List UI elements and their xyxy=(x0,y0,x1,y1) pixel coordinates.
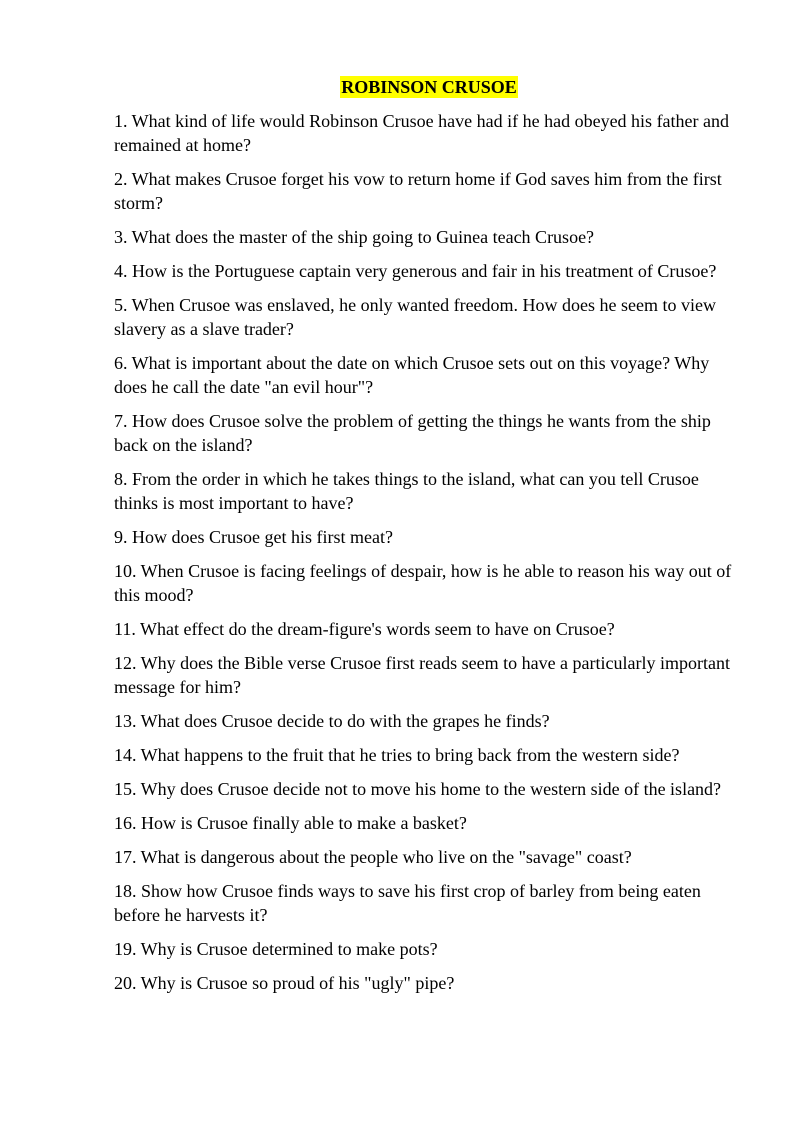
question-9: 9. How does Crusoe get his first meat? xyxy=(114,527,393,547)
question-1: 1. What kind of life would Robinson Crusoe have had if he had obeyed his father and remained at home? xyxy=(114,111,730,155)
question-18: 18. Show how Crusoe finds ways to save his first crop of barley from being eaten before he harvests it? xyxy=(114,881,701,925)
question-8: 8. From the order in which he takes things to the island, what can you tell Crusoe thinks is most important to have? xyxy=(114,469,699,513)
question-11: 11. What effect do the dream-figure's words seem to have on Crusoe? xyxy=(114,619,615,639)
question-15: 15. Why does Crusoe decide not to move his home to the western side of the island? xyxy=(114,779,722,799)
title-container xyxy=(114,76,744,100)
question-13: 13. What does Crusoe decide to do with the grapes he finds? xyxy=(114,711,550,731)
question-20: 20. Why is Crusoe so proud of his "ugly" pipe? xyxy=(114,973,455,993)
document-title: ROBINSON CRUSOE xyxy=(341,77,517,97)
question-4: 4. How is the Portuguese captain very generous and fair in his treatment of Crusoe? xyxy=(114,261,717,281)
question-16: 16. How is Crusoe finally able to make a basket? xyxy=(114,813,467,833)
question-7: 7. How does Crusoe solve the problem of getting the things he wants from the ship back on the island? xyxy=(114,411,711,455)
question-17: 17. What is dangerous about the people who live on the "savage" coast? xyxy=(114,847,632,867)
question-10: 10. When Crusoe is facing feelings of despair, how is he able to reason his way out of this mood? xyxy=(114,561,732,605)
question-5: 5. When Crusoe was enslaved, he only wanted freedom. How does he seem to view slavery as a slave trader? xyxy=(114,295,717,339)
question-12: 12. Why does the Bible verse Crusoe first reads seem to have a particularly important message for him? xyxy=(114,653,730,697)
question-2: 2. What makes Crusoe forget his vow to return home if God saves him from the first storm? xyxy=(114,169,722,213)
question-list xyxy=(114,109,744,995)
question-3: 3. What does the master of the ship going to Guinea teach Crusoe? xyxy=(114,227,595,247)
question-19: 19. Why is Crusoe determined to make pots? xyxy=(114,939,438,959)
question-6: 6. What is important about the date on which Crusoe sets out on this voyage? Why does he call the date "an evil hour"? xyxy=(114,353,710,397)
question-14: 14. What happens to the fruit that he tries to bring back from the western side? xyxy=(114,745,680,765)
document-page xyxy=(114,76,744,1005)
